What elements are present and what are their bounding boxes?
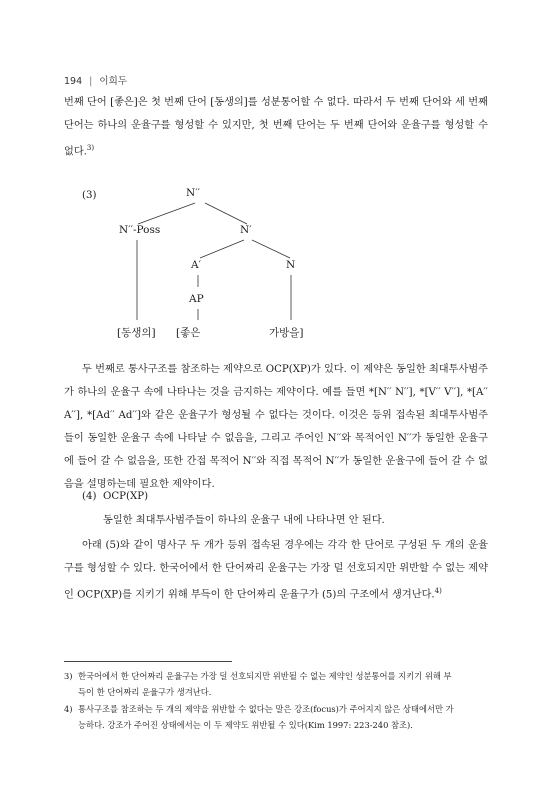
example-4-number: (4) bbox=[82, 491, 97, 502]
leaf-gabang: 가방을] bbox=[269, 327, 304, 339]
footnote-3-marker: 3) bbox=[64, 671, 73, 681]
node-n-bar: N′ bbox=[240, 224, 252, 236]
leaf-dongsaeng: [동생의] bbox=[117, 327, 156, 339]
footnote-ref-4: 4) bbox=[434, 587, 442, 595]
edge-nbar-a bbox=[200, 240, 244, 258]
footnote-4 bbox=[64, 701, 488, 733]
header-separator: | bbox=[89, 76, 93, 87]
node-ap: AP bbox=[189, 293, 204, 305]
leaf-joheun: [좋은 bbox=[176, 327, 201, 339]
footnote-3-line1: 한국어에서 한 단어짜리 운율구는 가장 덜 선호되지만 위반될 수 없는 제약인 성분통어를 지키기 위해 부 bbox=[78, 671, 452, 681]
example-4-text: 동일한 최대투사범주들이 하나의 운율구 내에 나타나면 안 된다. bbox=[103, 515, 385, 526]
edge-root-right bbox=[205, 203, 247, 224]
footnote-ref-3: 3) bbox=[86, 144, 95, 152]
page-number: 194 bbox=[64, 76, 83, 87]
paragraph-1-text: 번째 단어 [좋은]은 첫 번째 단어 [동생의]를 성분통어할 수 없다. 따라서 두 번째 단어와 세 번째 단어는 하나의 운율구를 형성할 수 있지만, 첫 번째 단어는 두 번째 단어와 운율구를 형성할 수 없다. bbox=[64, 97, 488, 158]
footnote-divider bbox=[64, 661, 232, 662]
paragraph-3 bbox=[64, 534, 488, 606]
node-n: N bbox=[286, 259, 296, 271]
edge-root-left bbox=[138, 203, 195, 224]
example-3-number: (3) bbox=[82, 190, 97, 201]
footnote-3-line2: 득이 한 단어짜리 운율구가 생겨난다. bbox=[78, 687, 212, 697]
node-root: N′′ bbox=[186, 187, 200, 199]
author-name: 이희두 bbox=[99, 76, 127, 87]
footnote-4-marker: 4) bbox=[64, 704, 73, 714]
edge-nbar-n bbox=[252, 240, 290, 258]
paragraph-2: 두 번째로 통사구조를 참조하는 제약으로 OCP(XP)가 있다. 이 제약은 동일한 최대투사범주가 하나의 운율구 속에 나타나는 것을 금지하는 제약이다. 예를 들면 *[N′′ N′′], *[V′′ V′′], *[A′′ A′′], *[Ad′′ Ad′′]와 같은 운율구가 형성될 수 없다는 것이다. 이것은 등위 접속된 최대투사범주들이 동일한 운율구 속에 나타날 수 없음을, 그리고 주어인 N′′와 목적어인 N′′가 동일한 운율구에 들어 갈 수 없음을, 또한 간접 목적어 N′′와 직접 목적어 N′′가 동일한 운율구에 들어 갈 수 없음을 설명하는데 필요한 제약이다. bbox=[64, 364, 488, 490]
example-4-title: OCP(XP) bbox=[103, 491, 149, 502]
footnote-4-line1: 통사구조를 참조하는 두 개의 제약을 위반할 수 없다는 말은 강조(focus)가 주어지지 않은 상태에서만 가 bbox=[78, 704, 454, 714]
paragraph-3-text: 아래 (5)와 같이 명사구 두 개가 등위 접속된 경우에는 각각 한 단어로 구성된 두 개의 운율구를 형성할 수 있다. 한국어에서 한 단어짜리 운율구는 가장 덜 선호되지만 위반할 수 없는 제약인 OCP(XP)를 지키기 위해 부득이 한 단어짜리 운율구가 (5)의 구조에서 생겨난다. bbox=[64, 540, 488, 601]
node-n-poss: N′′-Poss bbox=[119, 224, 161, 236]
footnote-4-line2: 능하다. 강조가 주어진 상태에서는 이 두 제약도 위반될 수 있다(Kim 1997: 223-240 참조). bbox=[78, 720, 413, 730]
footnote-3 bbox=[64, 668, 488, 700]
node-a-bar: A′ bbox=[191, 259, 201, 271]
